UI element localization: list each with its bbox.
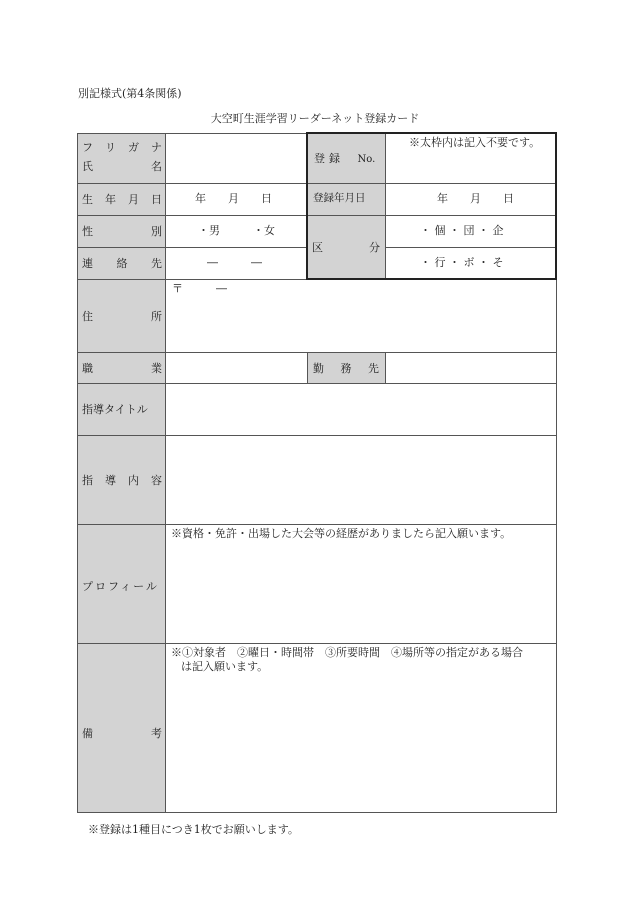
category-options-row1: ・ 個 ・ 団 ・ 企 [420, 224, 504, 237]
registration-date-label: 登録年月日 [313, 192, 366, 204]
label-char: 指 [82, 474, 93, 487]
guidance-title-field[interactable] [166, 384, 556, 435]
category-label [312, 239, 380, 255]
label-char: 名 [151, 160, 162, 173]
profile-label: プロフィール [82, 580, 159, 593]
row-divider [77, 524, 557, 525]
profile-field[interactable] [166, 545, 556, 643]
form-number-label: 別記様式(第4条関係) [78, 87, 182, 100]
guidance-title-label: 指導タイトル [82, 403, 148, 416]
column-divider [307, 352, 308, 383]
registration-number-field[interactable] [386, 152, 556, 182]
label-char: 容 [151, 474, 162, 487]
label-char: 先 [151, 257, 162, 270]
label-char: 区 [312, 241, 323, 254]
label-char: 所 [151, 310, 162, 323]
remarks-note-line1: ※①対象者 ②曜日・時間帯 ③所要時間 ④場所等の指定がある場合 [171, 646, 523, 659]
label-char: 職 [82, 362, 93, 375]
gender-options[interactable]: ・男 ・女 [198, 224, 275, 237]
contact-label [82, 255, 162, 271]
label-char: 導 [105, 474, 116, 487]
label-char: 性 [82, 225, 93, 238]
label-char: フ [82, 141, 93, 154]
label-char: 住 [82, 310, 93, 323]
label-char: 生 [82, 193, 93, 206]
label-char: 内 [128, 474, 139, 487]
label-char: リ [105, 141, 116, 154]
label-char: 日 [151, 193, 162, 206]
furigana-label [82, 139, 162, 155]
birth-label [82, 191, 162, 207]
label-char: ナ [151, 141, 162, 154]
label-char: 連 [82, 257, 93, 270]
row-divider [77, 643, 557, 644]
row-divider [77, 247, 307, 248]
bold-frame-note: ※太枠内は記入不要です。 [409, 136, 541, 149]
gender-label [82, 223, 162, 239]
label-char: 勤 [313, 362, 324, 375]
registration-date-placeholder: 年 月 日 [437, 192, 514, 205]
occupation-label [82, 360, 162, 376]
remarks-note-line2: は記入願います。 [181, 660, 269, 673]
remarks-field[interactable] [166, 675, 556, 812]
table-border-left [77, 133, 78, 813]
profile-note: ※資格・免許・出場した大会等の経歴がありましたら記入願います。 [171, 527, 512, 540]
label-char: 月 [128, 193, 139, 206]
contact-placeholder[interactable]: ― ― [207, 256, 262, 269]
registration-number-label [314, 153, 375, 165]
name-field[interactable] [166, 134, 306, 183]
remarks-label [82, 725, 162, 741]
label-char: 備 [82, 727, 93, 740]
registration-number-text: 登録 [314, 152, 344, 165]
label-char: 先 [368, 362, 379, 375]
number-suffix: No. [357, 154, 376, 165]
label-char: 絡 [116, 257, 128, 270]
label-char: ガ [128, 141, 139, 154]
footer-note: ※登録は1種目につき1枚でお願いします。 [88, 823, 299, 836]
label-char: 業 [151, 362, 162, 375]
postal-code-placeholder[interactable]: 〒 ― [172, 282, 227, 295]
address-label [82, 308, 162, 324]
name-label [82, 158, 162, 174]
workplace-field[interactable] [386, 353, 556, 383]
occupation-field[interactable] [166, 353, 307, 383]
guidance-content-label [82, 472, 162, 488]
guidance-content-field[interactable] [166, 436, 556, 524]
label-char: 務 [340, 362, 352, 375]
table-border-bottom [77, 812, 557, 813]
label-char: 考 [151, 727, 162, 740]
category-options-row2: ・ 行 ・ ボ ・ そ [420, 256, 504, 269]
label-char: 別 [151, 225, 162, 238]
form-title: 大空町生涯学習リーダーネット登録カード [210, 112, 420, 125]
label-char: 分 [369, 241, 380, 254]
birth-date-placeholder[interactable]: 年 月 日 [195, 192, 272, 205]
label-char: 年 [105, 193, 116, 206]
workplace-label [313, 360, 379, 376]
label-char: 氏 [82, 160, 93, 173]
